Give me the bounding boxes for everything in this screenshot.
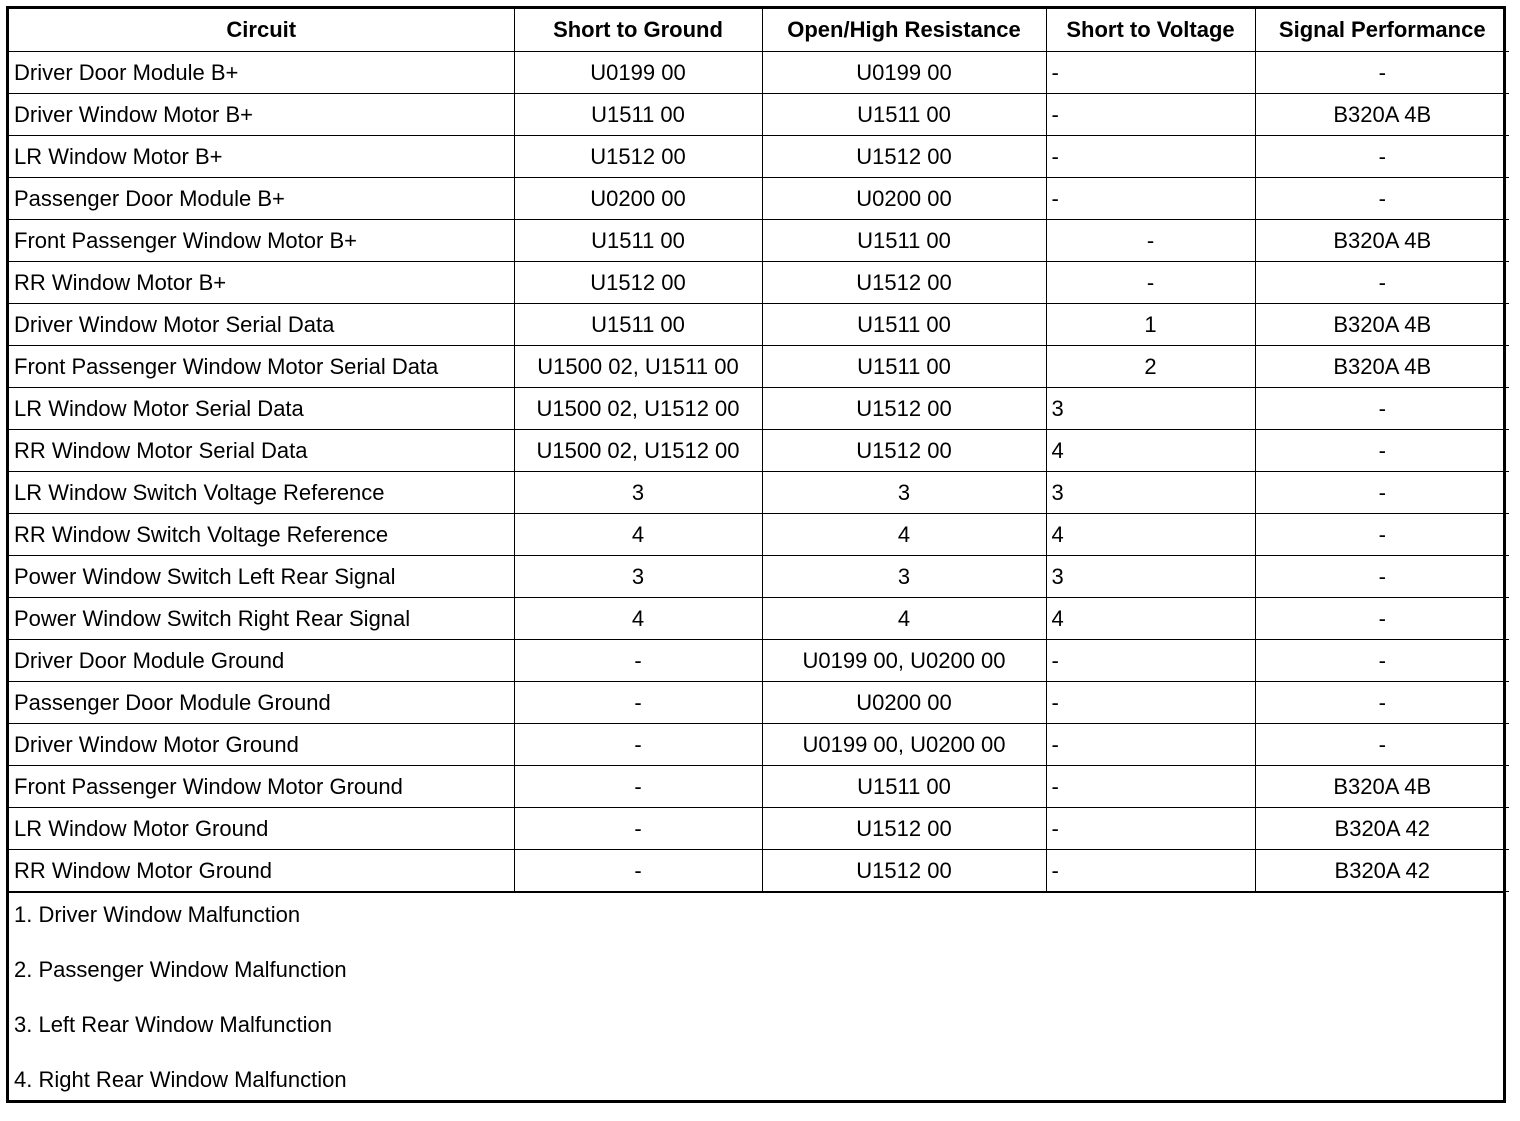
cell-signal-performance: - bbox=[1255, 430, 1509, 472]
footnote-item: 3. Left Rear Window Malfunction bbox=[14, 1012, 332, 1037]
cell-open-high-resistance: U1512 00 bbox=[762, 262, 1046, 304]
dtc-table-container bbox=[6, 6, 1506, 1103]
cell-signal-performance: - bbox=[1255, 514, 1509, 556]
table-row bbox=[9, 220, 1509, 262]
cell-circuit: RR Window Motor Ground bbox=[9, 850, 514, 892]
cell-circuit: Passenger Door Module B+ bbox=[9, 178, 514, 220]
cell-short-to-ground: 4 bbox=[514, 514, 762, 556]
cell-open-high-resistance: U0199 00 bbox=[762, 52, 1046, 94]
cell-signal-performance: - bbox=[1255, 262, 1509, 304]
cell-signal-performance: - bbox=[1255, 724, 1509, 766]
cell-short-to-voltage: - bbox=[1046, 52, 1255, 94]
cell-open-high-resistance: U0199 00, U0200 00 bbox=[762, 640, 1046, 682]
cell-short-to-ground: U1500 02, U1512 00 bbox=[514, 430, 762, 472]
footnote-item: 2. Passenger Window Malfunction bbox=[14, 957, 347, 982]
cell-signal-performance: - bbox=[1255, 136, 1509, 178]
cell-short-to-ground: U1500 02, U1512 00 bbox=[514, 388, 762, 430]
cell-circuit: Front Passenger Window Motor Serial Data bbox=[9, 346, 514, 388]
cell-open-high-resistance: U0199 00, U0200 00 bbox=[762, 724, 1046, 766]
cell-signal-performance: B320A 4B bbox=[1255, 304, 1509, 346]
cell-short-to-voltage: - bbox=[1046, 724, 1255, 766]
cell-short-to-ground: - bbox=[514, 640, 762, 682]
table-row bbox=[9, 178, 1509, 220]
cell-circuit: Front Passenger Window Motor Ground bbox=[9, 766, 514, 808]
cell-signal-performance: - bbox=[1255, 598, 1509, 640]
cell-short-to-ground: - bbox=[514, 724, 762, 766]
cell-short-to-ground: U1511 00 bbox=[514, 220, 762, 262]
cell-circuit: Driver Door Module Ground bbox=[9, 640, 514, 682]
table-row bbox=[9, 640, 1509, 682]
cell-circuit: Power Window Switch Left Rear Signal bbox=[9, 556, 514, 598]
cell-open-high-resistance: U1511 00 bbox=[762, 766, 1046, 808]
footnotes bbox=[9, 892, 1503, 1121]
cell-open-high-resistance: U1512 00 bbox=[762, 136, 1046, 178]
cell-short-to-ground: - bbox=[514, 682, 762, 724]
header-signal-performance: Signal Performance bbox=[1255, 9, 1509, 52]
cell-circuit: Passenger Door Module Ground bbox=[9, 682, 514, 724]
cell-short-to-ground: U1500 02, U1511 00 bbox=[514, 346, 762, 388]
table-row bbox=[9, 262, 1509, 304]
cell-open-high-resistance: U1511 00 bbox=[762, 220, 1046, 262]
cell-short-to-ground: U0199 00 bbox=[514, 52, 762, 94]
cell-circuit: RR Window Switch Voltage Reference bbox=[9, 514, 514, 556]
table-row bbox=[9, 136, 1509, 178]
cell-short-to-voltage: 3 bbox=[1046, 388, 1255, 430]
cell-open-high-resistance: U1511 00 bbox=[762, 94, 1046, 136]
cell-signal-performance: B320A 4B bbox=[1255, 346, 1509, 388]
cell-signal-performance: B320A 4B bbox=[1255, 94, 1509, 136]
cell-open-high-resistance: U0200 00 bbox=[762, 178, 1046, 220]
header-short-to-voltage: Short to Voltage bbox=[1046, 9, 1255, 52]
cell-signal-performance: - bbox=[1255, 388, 1509, 430]
cell-short-to-voltage: - bbox=[1046, 136, 1255, 178]
table-row bbox=[9, 766, 1509, 808]
cell-signal-performance: - bbox=[1255, 178, 1509, 220]
table-row bbox=[9, 430, 1509, 472]
cell-signal-performance: - bbox=[1255, 640, 1509, 682]
cell-short-to-voltage: - bbox=[1046, 640, 1255, 682]
cell-open-high-resistance: U1512 00 bbox=[762, 808, 1046, 850]
table-row bbox=[9, 388, 1509, 430]
header-circuit: Circuit bbox=[9, 9, 514, 52]
footnote-item: 4. Right Rear Window Malfunction bbox=[14, 1067, 347, 1092]
cell-circuit: RR Window Motor B+ bbox=[9, 262, 514, 304]
cell-short-to-voltage: 2 bbox=[1046, 346, 1255, 388]
cell-open-high-resistance: U1512 00 bbox=[762, 850, 1046, 892]
cell-short-to-ground: U0200 00 bbox=[514, 178, 762, 220]
table-row bbox=[9, 94, 1509, 136]
table-row bbox=[9, 472, 1509, 514]
cell-short-to-ground: U1511 00 bbox=[514, 304, 762, 346]
cell-circuit: LR Window Motor Serial Data bbox=[9, 388, 514, 430]
cell-circuit: Front Passenger Window Motor B+ bbox=[9, 220, 514, 262]
cell-short-to-ground: - bbox=[514, 850, 762, 892]
cell-short-to-voltage: - bbox=[1046, 808, 1255, 850]
cell-signal-performance: - bbox=[1255, 52, 1509, 94]
table-row bbox=[9, 850, 1509, 892]
cell-open-high-resistance: U1511 00 bbox=[762, 304, 1046, 346]
cell-circuit: Driver Window Motor Serial Data bbox=[9, 304, 514, 346]
table-row bbox=[9, 598, 1509, 640]
cell-open-high-resistance: U1512 00 bbox=[762, 388, 1046, 430]
table-row bbox=[9, 514, 1509, 556]
cell-open-high-resistance: 4 bbox=[762, 514, 1046, 556]
cell-short-to-ground: - bbox=[514, 766, 762, 808]
cell-circuit: Driver Window Motor Ground bbox=[9, 724, 514, 766]
cell-signal-performance: - bbox=[1255, 556, 1509, 598]
cell-short-to-voltage: - bbox=[1046, 766, 1255, 808]
circuit-dtc-table bbox=[9, 9, 1509, 892]
cell-short-to-voltage: - bbox=[1046, 94, 1255, 136]
cell-signal-performance: B320A 42 bbox=[1255, 808, 1509, 850]
cell-short-to-voltage: 4 bbox=[1046, 430, 1255, 472]
cell-signal-performance: - bbox=[1255, 682, 1509, 724]
header-open-high-resistance: Open/High Resistance bbox=[762, 9, 1046, 52]
cell-short-to-ground: 3 bbox=[514, 472, 762, 514]
cell-circuit: Driver Door Module B+ bbox=[9, 52, 514, 94]
cell-short-to-voltage: - bbox=[1046, 850, 1255, 892]
table-row bbox=[9, 682, 1509, 724]
cell-circuit: LR Window Switch Voltage Reference bbox=[9, 472, 514, 514]
cell-short-to-ground: U1512 00 bbox=[514, 136, 762, 178]
cell-short-to-voltage: - bbox=[1046, 262, 1255, 304]
cell-open-high-resistance: U1511 00 bbox=[762, 346, 1046, 388]
cell-open-high-resistance: 4 bbox=[762, 598, 1046, 640]
cell-signal-performance: B320A 42 bbox=[1255, 850, 1509, 892]
table-row bbox=[9, 556, 1509, 598]
table-row bbox=[9, 724, 1509, 766]
table-row bbox=[9, 346, 1509, 388]
cell-short-to-voltage: 1 bbox=[1046, 304, 1255, 346]
cell-short-to-ground: 3 bbox=[514, 556, 762, 598]
table-row bbox=[9, 52, 1509, 94]
cell-open-high-resistance: U1512 00 bbox=[762, 430, 1046, 472]
cell-short-to-voltage: 4 bbox=[1046, 514, 1255, 556]
cell-circuit: LR Window Motor B+ bbox=[9, 136, 514, 178]
cell-short-to-voltage: 3 bbox=[1046, 556, 1255, 598]
cell-short-to-ground: 4 bbox=[514, 598, 762, 640]
table-body bbox=[9, 52, 1509, 892]
footnote-item: 1. Driver Window Malfunction bbox=[14, 902, 301, 927]
cell-circuit: Power Window Switch Right Rear Signal bbox=[9, 598, 514, 640]
cell-open-high-resistance: 3 bbox=[762, 472, 1046, 514]
cell-short-to-voltage: - bbox=[1046, 220, 1255, 262]
cell-open-high-resistance: 3 bbox=[762, 556, 1046, 598]
cell-short-to-voltage: 3 bbox=[1046, 472, 1255, 514]
cell-short-to-ground: U1511 00 bbox=[514, 94, 762, 136]
cell-short-to-voltage: - bbox=[1046, 682, 1255, 724]
table-header-row bbox=[9, 9, 1509, 52]
cell-short-to-ground: U1512 00 bbox=[514, 262, 762, 304]
cell-short-to-ground: - bbox=[514, 808, 762, 850]
cell-signal-performance: - bbox=[1255, 472, 1509, 514]
cell-open-high-resistance: U0200 00 bbox=[762, 682, 1046, 724]
cell-circuit: RR Window Motor Serial Data bbox=[9, 430, 514, 472]
cell-signal-performance: B320A 4B bbox=[1255, 766, 1509, 808]
header-short-to-ground: Short to Ground bbox=[514, 9, 762, 52]
cell-circuit: Driver Window Motor B+ bbox=[9, 94, 514, 136]
cell-signal-performance: B320A 4B bbox=[1255, 220, 1509, 262]
table-row bbox=[9, 304, 1509, 346]
cell-short-to-voltage: - bbox=[1046, 178, 1255, 220]
table-row bbox=[9, 808, 1509, 850]
cell-short-to-voltage: 4 bbox=[1046, 598, 1255, 640]
cell-circuit: LR Window Motor Ground bbox=[9, 808, 514, 850]
